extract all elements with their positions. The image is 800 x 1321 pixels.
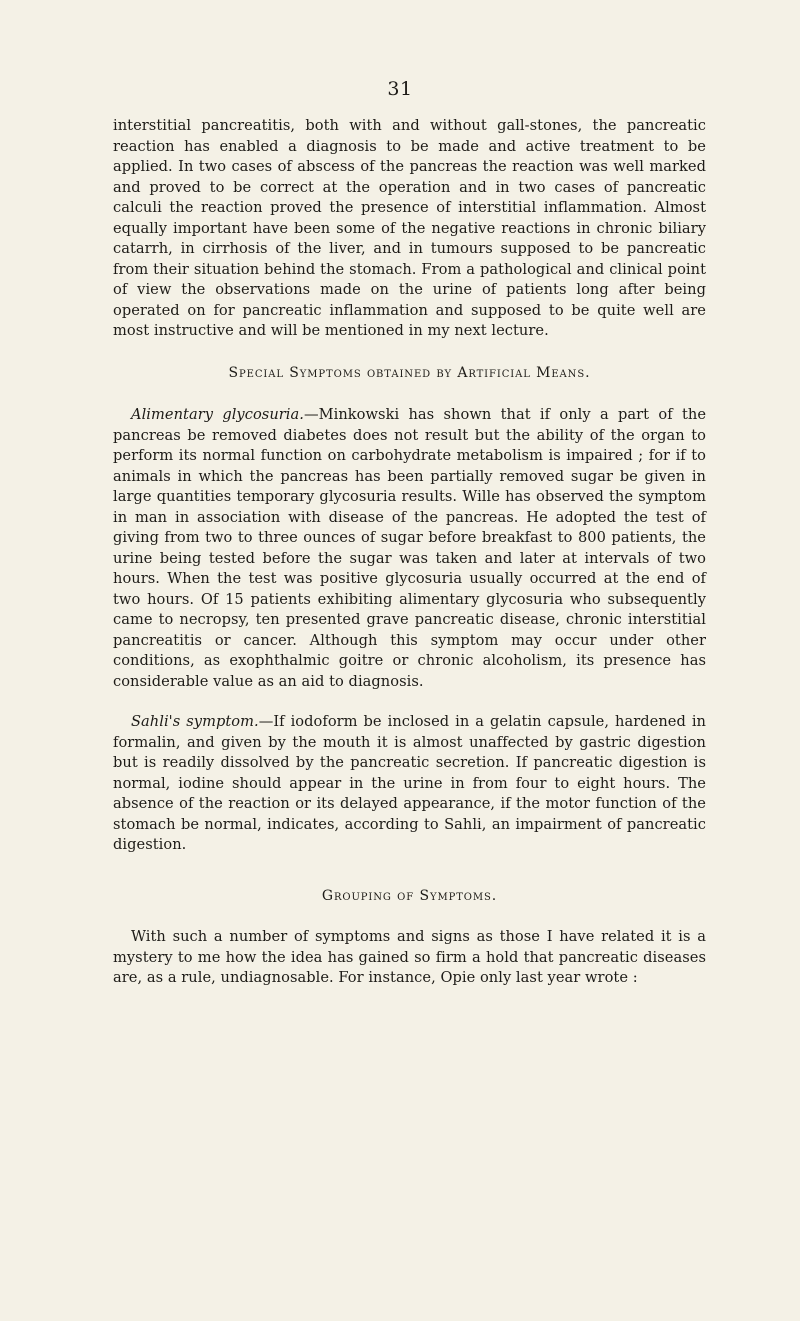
paragraph-lead-alimentary-glycosuria: Alimentary glycosuria. [131,406,304,423]
page-number: 31 [387,78,413,100]
page-body [113,116,706,989]
section-heading-grouping-of-symptoms: Grouping of Symptoms. [321,887,498,904]
paragraph-text-sahlis-symptom: —If iodoform be inclosed in a gelatin capsule, hardened in formalin, and given by the mouth it is almost unaffected by gastric digestion but is readily dissolved by the pancreatic secretion. If pancreatic digestion is normal, iodine should appear in the urine in from four to eight hours. The absence of the reaction or its delayed appearance, if the motor function of the stomach be normal, indicates, according to Sahli, an impairment of pancreatic digestion. [113,713,706,853]
section-heading-special-symptoms: Special Symptoms obtained by Artificial Means. [228,364,591,381]
paragraph-continuation: interstitial pancreatitis, both with and without gall-stones, the pancreatic reaction has enabled a diagnosis to be made and active treatment to be applied. In two cases of abscess of the pancreas the reaction was well marked and proved to be correct at the operation and in two cases of pancreatic calculi the reaction proved the presence of interstitial inflammation. Almost equally important have been some of the negative reactions in chronic biliary catarrh, in cirrhosis of the liver, and in tumours supposed to be pancreatic from their situation behind the stomach. From a pathological and clinical point of view the observations made on the urine of patients long after being operated on for pancreatic inflammation and supposed to be quite well are most instructive and will be mentioned in my next lecture. [113,117,706,339]
paragraph-alimentary-glycosuria [113,405,706,692]
paragraph-sahlis-symptom [113,712,706,856]
paragraph-grouping-of-symptoms: With such a number of symptoms and signs as those I have related it is a mystery to me how the idea has gained so firm a hold that pancreatic diseases are, as a rule, undiagnosable. For instance, Opie only last year wrote : [113,928,706,986]
paragraph-lead-sahlis-symptom: Sahli's symptom. [131,713,259,730]
paragraph-gap [113,692,706,712]
paragraph-text-alimentary-glycosuria: —Minkowski has shown that if only a part of the pancreas be removed diabetes does not result but the ability of the organ to perform its normal function on carbohydrate metabolism is impaired ; for if to animals in which the pancreas has been partially removed sugar be given in large quantities temporary glycosuria results. Wille has observed the symptom in man in association with disease of the pancreas. He adopted the test of giving from two to three ounces of sugar before breakfast to 800 patients, the urine being tested before the sugar was taken and later at intervals of two hours. When the test was positive glycosuria usually occurred at the end of two hours. Of 15 patients exhibiting alimentary glycosuria who subsequently came to necropsy, ten presented grave pancreatic disease, chronic interstitial pancreatitis or cancer. Although this symptom may occur under other conditions, as exophthalmic goitre or chronic alcoholism, its presence has considerable value as an aid to diagnosis. [113,406,706,690]
